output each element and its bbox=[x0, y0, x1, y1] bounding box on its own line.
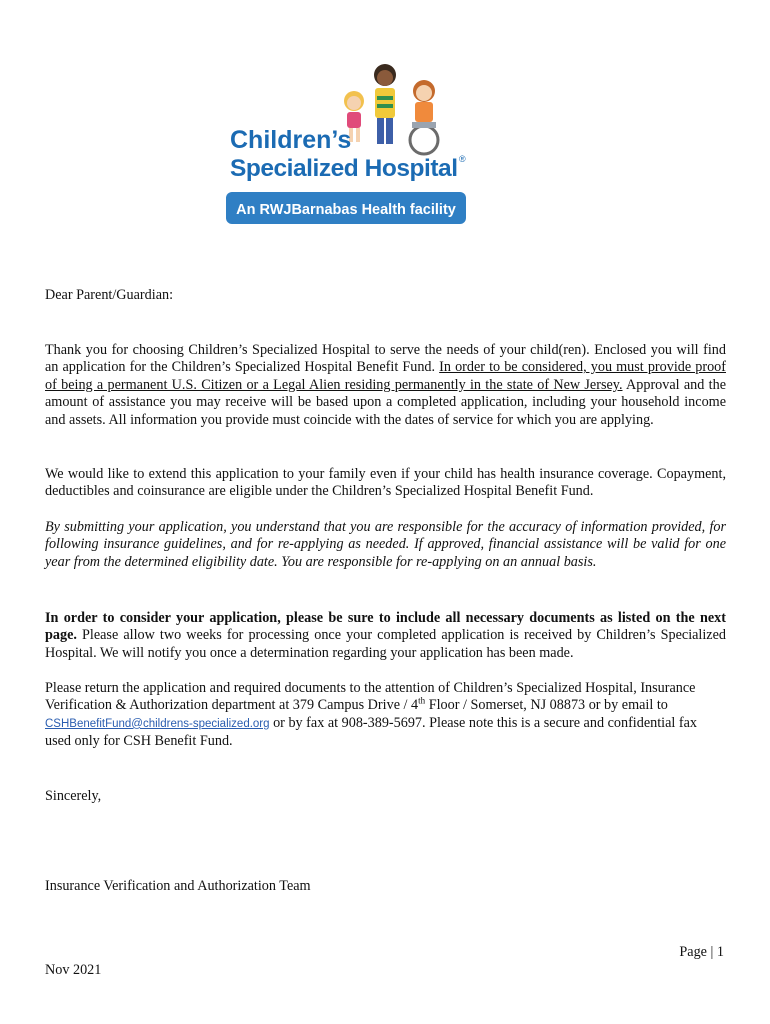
page-number: Page | 1 bbox=[679, 944, 724, 960]
documents-notice-text: Please allow two weeks for processing once your completed application is received by Children’s Specialized Hospital. We will notify you once a determination regarding your application has been made. bbox=[45, 627, 726, 661]
paragraph-responsibility: By submitting your application, you understand that you are responsible for the accuracy of information provided, for following insurance guidelines, and for re-applying as needed. If approved, financial assistance will be valid for one year from the determined eligibility date. You are responsible for re-applying on an annual basis. bbox=[45, 519, 726, 570]
intro-text-continued: Approval and the amount of assistance you may receive will be based upon a completed application, including your household income and assets. All information you provide must coincide with the dates of service for which you are applying. bbox=[45, 376, 726, 428]
fax-text: or by fax at 908-389-5697. Please note this is a secure and confidential fax used only for CSH Benefit Fund. bbox=[45, 714, 697, 750]
citizenship-requirement: In order to be considered, you must provide proof of being a permanent U.S. Citizen or a Legal Alien residing permanently in the state of New Jersey. bbox=[45, 359, 726, 393]
paragraph-return-instructions bbox=[45, 680, 726, 751]
document-date: Nov 2021 bbox=[45, 962, 102, 978]
hospital-logo bbox=[226, 58, 470, 228]
paragraph-intro bbox=[45, 342, 726, 429]
ordinal-suffix: th bbox=[418, 695, 426, 706]
logo-badge: An RWJBarnabas Health facility bbox=[236, 202, 456, 218]
salutation: Dear Parent/Guardian: bbox=[45, 287, 174, 303]
children-illustration-icon bbox=[344, 64, 438, 154]
paragraph-coverage: We would like to extend this application to your family even if your child has health insurance coverage. Copayment, deductibles and coinsurance are eligible under the Children’s Specialized Hospital Benefit Fund. bbox=[45, 466, 726, 500]
signature: Insurance Verification and Authorization Team bbox=[45, 878, 311, 894]
closing: Sincerely, bbox=[45, 788, 102, 804]
email-link[interactable]: CSHBenefitFund@childrens-specialized.org bbox=[45, 717, 270, 730]
paragraph-documents bbox=[45, 610, 726, 662]
logo-line1: Children’s bbox=[230, 126, 352, 154]
return-text-continued: Floor / Somerset, NJ 08873 or by email to bbox=[425, 697, 668, 714]
documents-notice-bold: In order to consider your application, please be sure to include all necessary documents as listed on the next page. bbox=[45, 610, 726, 644]
intro-text: Thank you for choosing Children’s Specialized Hospital to serve the needs of your child(ren). Enclosed you will find an application for the Children’s Specialized Hospital Benefit Fund. bbox=[45, 342, 726, 376]
logo-line2: Specialized Hospital bbox=[230, 155, 458, 182]
return-text: Please return the application and required documents to the attention of Children’s Specialized Hospital, Insurance Verification & Authorization department at 379 Campus Drive / 4 bbox=[45, 680, 696, 714]
registered-mark: ® bbox=[459, 154, 466, 164]
